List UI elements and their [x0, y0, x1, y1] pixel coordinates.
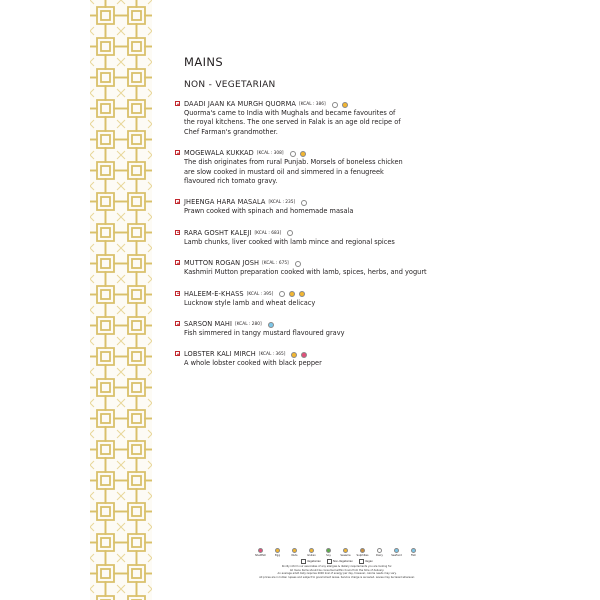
item-description: Fish simmered in tangy mustard flavoured gravy [184, 329, 345, 338]
legend-item [271, 548, 285, 557]
item-header [184, 149, 584, 158]
legend-item [288, 548, 302, 557]
dairy-icon [377, 548, 382, 553]
legend-label: Fish [410, 554, 417, 557]
item-description: Kashmiri Mutton preparation cooked with lamb, spices, herbs, and yogurt [184, 268, 427, 277]
list-item [184, 229, 584, 247]
diet-mark-icon [327, 559, 332, 564]
diet-legend [228, 559, 446, 564]
item-description: The dish originates from rural Punjab. Morsels of boneless chicken are slow cooked in mustard oil and simmered in a fenugreek flavoured rich tomato gravy. [184, 158, 403, 186]
list-item [184, 320, 584, 338]
legend-item [407, 548, 421, 557]
item-kcal: [KCAL : 280] [235, 322, 262, 328]
menu-content [184, 55, 584, 381]
item-kcal: [KCAL : 675] [262, 261, 289, 267]
allergen-legend [228, 548, 446, 557]
item-name: RARA GOSHT KALEJI [184, 228, 252, 237]
legend-label: Shellfish [255, 554, 266, 557]
item-header [184, 259, 584, 268]
sulphites-icon [360, 548, 365, 553]
item-name: JHEENGA HARA MASALA [184, 198, 266, 207]
footer-note: All prices are in Indian rupees and subject to government levies. Service charge is as levied. Levies may be taxed wherever. [259, 575, 415, 579]
list-item [184, 259, 584, 277]
legend-item [254, 548, 268, 557]
legend-item [356, 548, 370, 557]
legend-label: Soy [326, 554, 331, 557]
item-kcal: [KCAL : 386] [299, 102, 326, 107]
item-header [184, 100, 584, 109]
gluten-icon [309, 548, 314, 553]
item-name: MOGEWALA KUKKAD [184, 149, 254, 158]
diet-legend-item: Non-Vegetarian [327, 559, 353, 564]
diet-legend-item: Vegan [359, 559, 373, 564]
item-name: LOBSTER KALI MIRCH [184, 350, 256, 359]
list-item [184, 290, 584, 308]
non-veg-icon [175, 150, 180, 155]
legend-label: Gluten [307, 554, 316, 557]
sesame-icon [343, 548, 348, 553]
nuts-icon [342, 102, 348, 108]
item-kcal: [KCAL : 235] [268, 200, 296, 206]
item-description: A whole lobster cooked with black pepper [184, 359, 322, 368]
non-veg-icon [175, 321, 180, 326]
legend-label: Dairy [376, 554, 383, 557]
menu-items-list [184, 100, 584, 369]
soy-icon [326, 548, 331, 553]
footer-note: An average adult daily requires 2000 kcal of energy per day, however, calorie needs may vary. [277, 572, 397, 576]
non-veg-icon [175, 230, 180, 235]
item-kcal: [KCAL : 683] [254, 230, 282, 236]
lactose-icon [332, 102, 338, 108]
legend-item [305, 548, 319, 557]
item-header [184, 350, 584, 359]
footer [228, 548, 446, 579]
lactose-icon [301, 200, 307, 206]
legend-item [390, 548, 404, 557]
item-description: Lamb chunks, liver cooked with lamb mince and regional spices [184, 237, 395, 246]
item-description: Quorma's came to India with Mughals and became favourites of the royal kitchens. The one served in Falak is an age old recipe of Chef Farman's grandmother. [184, 109, 401, 136]
gluten-icon [289, 291, 295, 297]
egg-icon [275, 548, 280, 553]
footer-note: All menu items should be consumed within hours from the time of delivery. [289, 568, 385, 572]
footer-note: Kindly inform our associates of any allergies & dietary requirements you are looking for. [281, 565, 393, 568]
legend-label: Egg [275, 554, 280, 557]
item-name: SARSON MAHI [184, 320, 233, 329]
item-kcal: [KCAL : 395] [246, 291, 274, 297]
list-item [184, 198, 584, 216]
fish-icon [411, 548, 416, 553]
item-kcal: [KCAL : 308] [256, 151, 284, 157]
fish-icon [268, 322, 274, 328]
nuts-icon [299, 291, 305, 297]
item-header [184, 198, 584, 207]
nuts-icon [300, 151, 306, 157]
lactose-icon [279, 291, 285, 297]
legend-label: Seafood [391, 554, 402, 557]
lactose-icon [295, 261, 301, 267]
item-name: MUTTON ROGAN JOSH [184, 259, 260, 268]
lactose-icon [290, 151, 296, 157]
non-veg-icon [175, 101, 180, 106]
item-name: HALEEM-E-KHASS [184, 289, 244, 298]
lattice-pattern-icon [90, 0, 152, 600]
non-veg-icon [175, 199, 180, 204]
section-subtitle: NON - VEGETARIAN [184, 80, 276, 90]
seafood-icon [394, 548, 399, 553]
lactose-icon [287, 230, 293, 236]
non-veg-icon [175, 291, 180, 296]
item-description: Prawn cooked with spinach and homemade masala [184, 207, 354, 216]
item-header [184, 320, 584, 329]
decorative-border [90, 0, 152, 600]
shellfish-icon [301, 352, 307, 358]
item-description: Lucknow style lamb and wheat delicacy [184, 298, 316, 307]
footer-notes [228, 565, 446, 579]
item-header [184, 229, 584, 238]
list-item [184, 100, 584, 137]
diet-legend-item: Vegetarian [301, 559, 321, 564]
legend-label: Sulphites [356, 554, 369, 557]
legend-item [339, 548, 353, 557]
list-item [184, 350, 584, 368]
legend-item [373, 548, 387, 557]
nuts-icon [292, 548, 297, 553]
legend-label: Sesame [340, 554, 351, 557]
list-item [184, 149, 584, 186]
non-veg-icon [175, 260, 180, 265]
diet-mark-icon [359, 559, 364, 564]
diet-mark-icon [301, 559, 306, 564]
item-name: DAADI JAAN KA MURGH QUORMA [184, 100, 297, 108]
item-header [184, 290, 584, 299]
page-title: MAINS [184, 55, 224, 69]
legend-item [322, 548, 336, 557]
non-veg-icon [175, 351, 180, 356]
shellfish-icon [258, 548, 263, 553]
nuts-icon [291, 352, 297, 358]
item-kcal: [KCAL : 365] [258, 352, 286, 358]
legend-label: Nuts [291, 554, 298, 557]
